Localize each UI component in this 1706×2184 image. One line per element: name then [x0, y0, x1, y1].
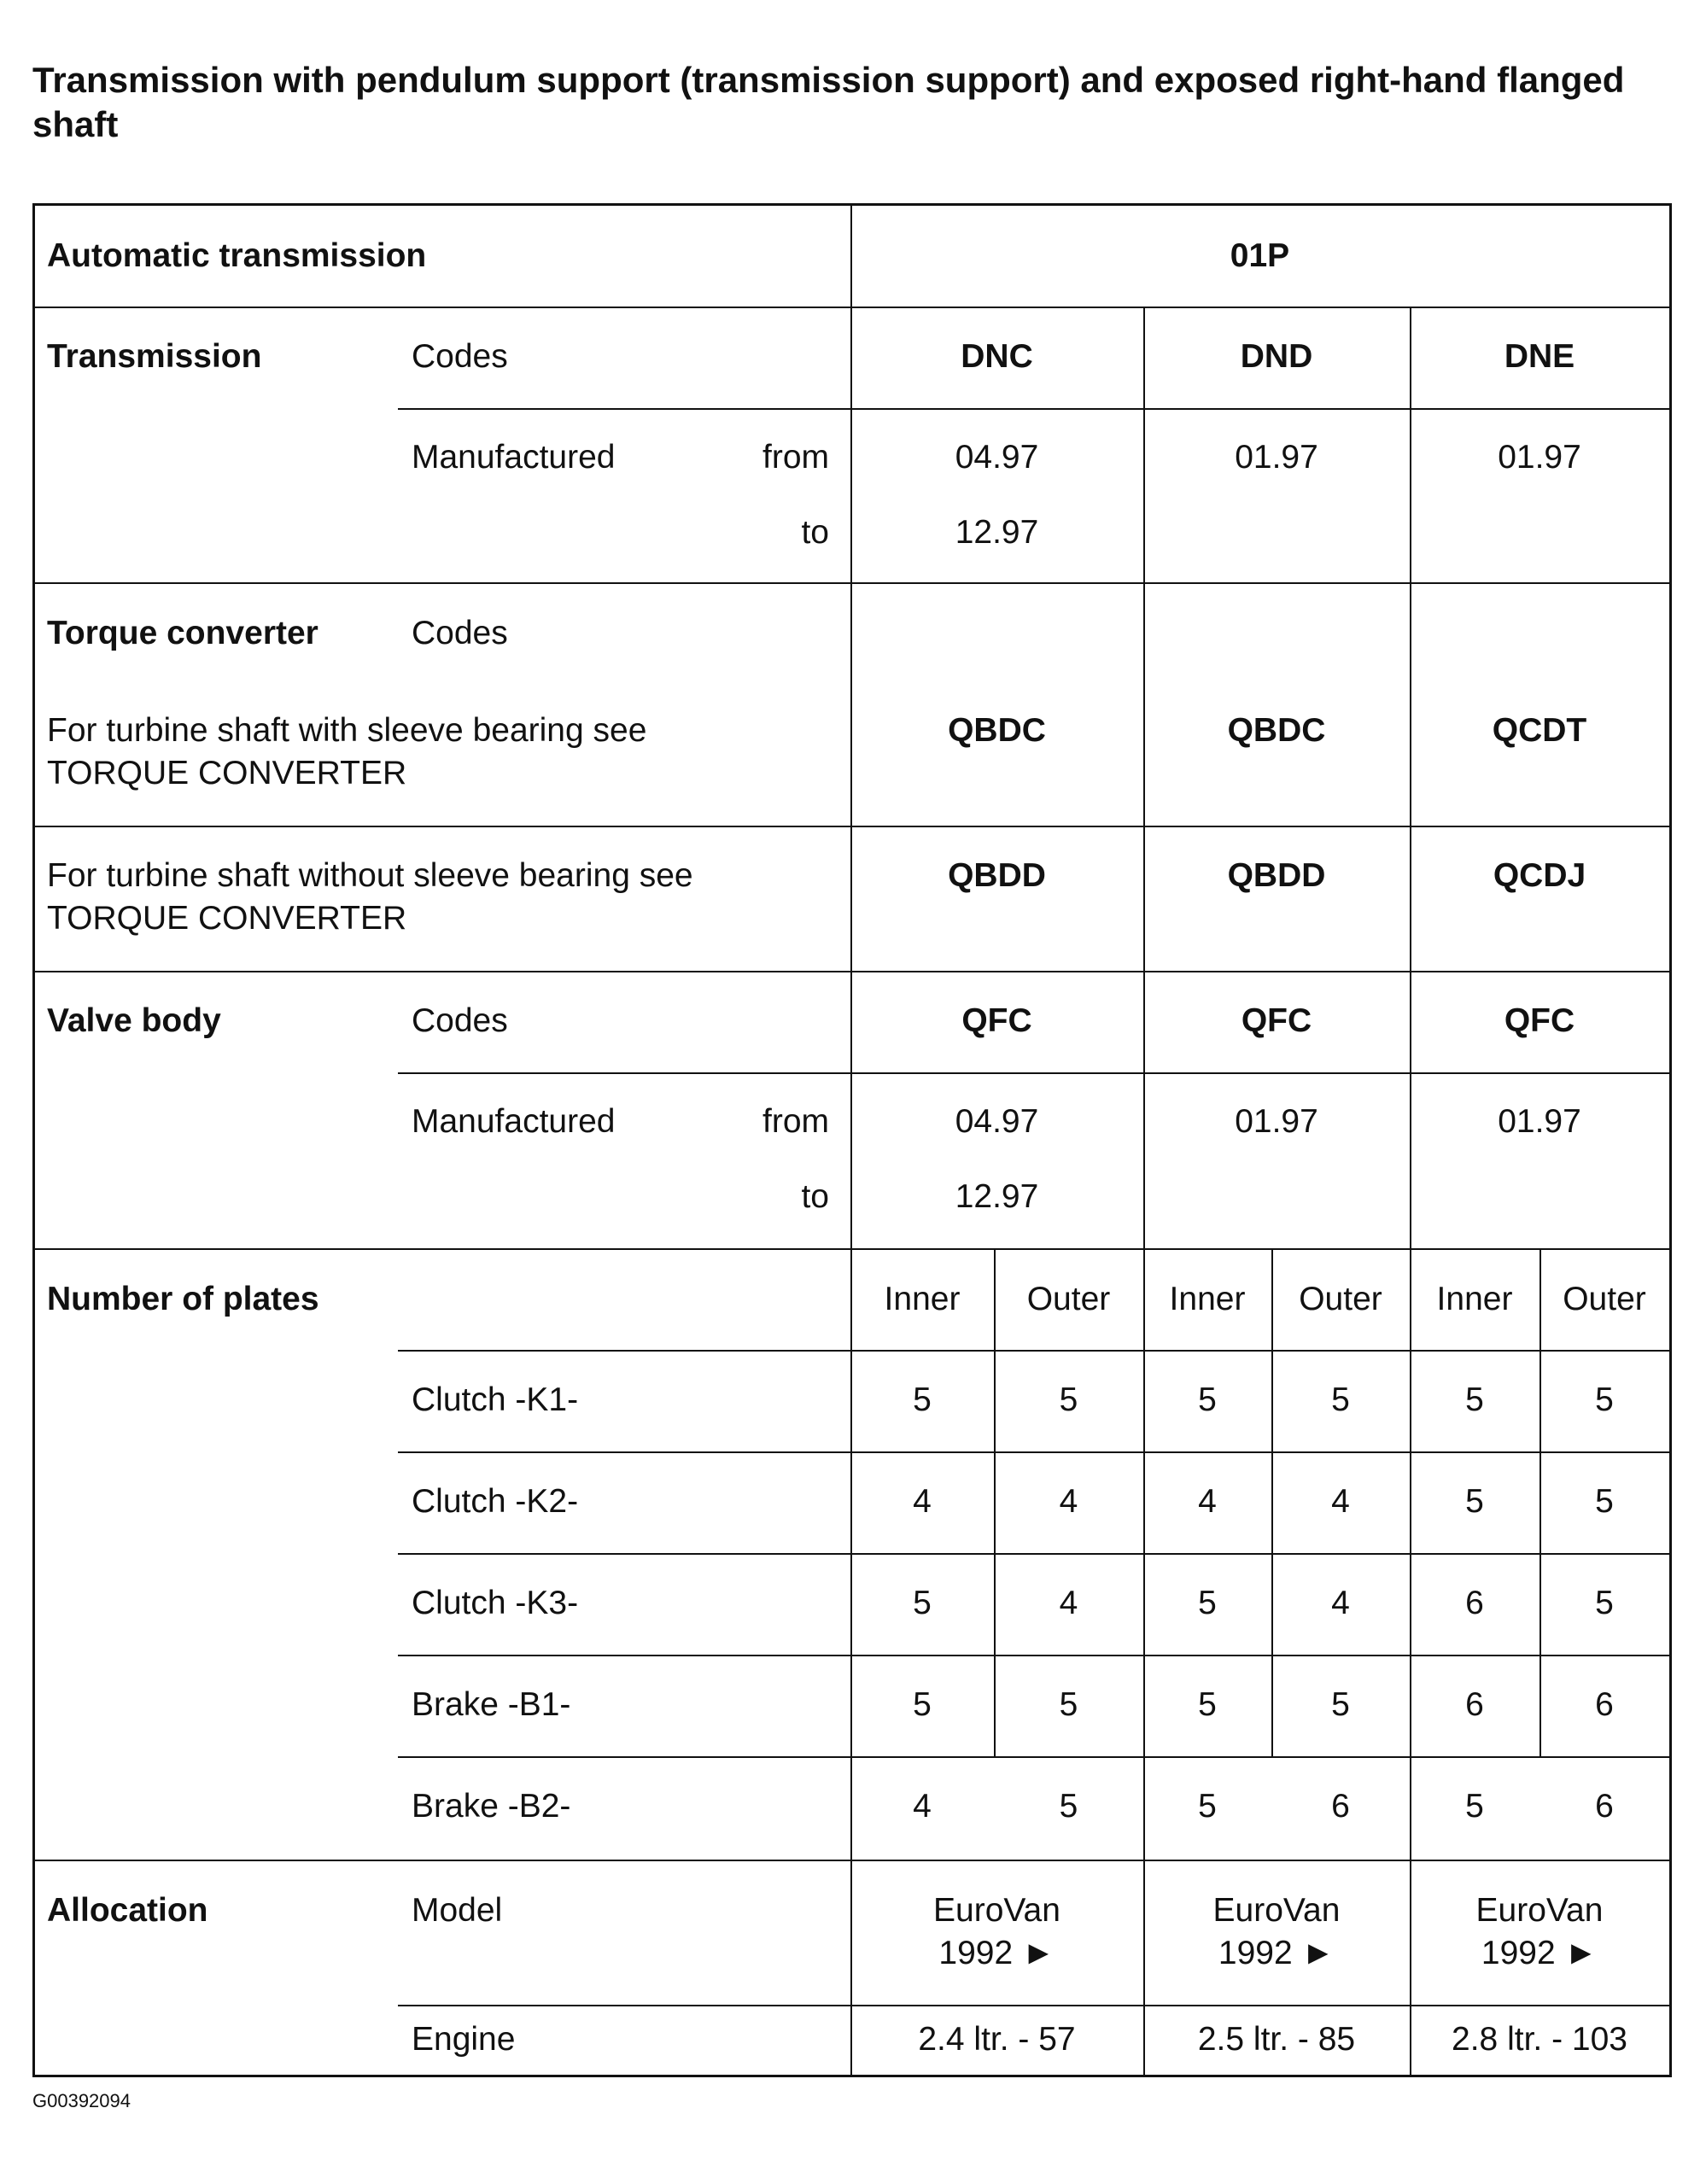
plate-count-cell: 5 [1595, 1585, 1614, 1621]
transmission-type-value: 01P [1230, 237, 1290, 274]
plate-count-cell: 5 [1331, 1381, 1350, 1418]
without-sleeve-note-line1: For turbine shaft without sleeve bearing see [47, 857, 693, 894]
model-year: 1992 ► [1481, 1935, 1598, 1971]
with-sleeve-code: QBDC [1227, 712, 1326, 749]
without-sleeve-code: QCDJ [1493, 857, 1586, 894]
plate-count-cell: 6 [1595, 1686, 1614, 1723]
row-divider [398, 2005, 1669, 2006]
row-divider [398, 1655, 1669, 1656]
row-divider [398, 1072, 1669, 1074]
plate-count-cell: 5 [1595, 1483, 1614, 1520]
row-divider [35, 971, 1669, 972]
plate-count-cell: 5 [913, 1686, 932, 1723]
plate-count-cell: 5 [913, 1585, 932, 1621]
plate-count-cell: 4 [1331, 1585, 1350, 1621]
without-sleeve-note-line2: TORQUE CONVERTER [47, 900, 407, 937]
valve-body-manufactured-label: Manufactured [412, 1103, 616, 1140]
without-sleeve-code: QBDD [948, 857, 1046, 894]
plate-count-cell: 4 [1198, 1483, 1217, 1520]
engine-value: 2.5 ltr. - 85 [1197, 2021, 1356, 2058]
transmission-code: DND [1240, 338, 1313, 375]
plate-count-cell: 5 [1465, 1381, 1484, 1418]
plate-count-cell: 4 [1331, 1483, 1350, 1520]
valve-body-to-label: to [801, 1178, 829, 1215]
model-year: 1992 ► [1218, 1935, 1335, 1971]
valve-body-code: QFC [1504, 1002, 1575, 1039]
plate-count-cell: 5 [1059, 1381, 1078, 1418]
valve-body-from-date: 01.97 [1235, 1103, 1318, 1140]
inner-column-header: Inner [1436, 1281, 1513, 1317]
plate-count-cell: 5 [913, 1381, 932, 1418]
transmission-from-label: from [762, 439, 829, 476]
transmission-from-date: 04.97 [955, 439, 1039, 476]
inner-column-header: Inner [1169, 1281, 1246, 1317]
row-divider [398, 1350, 1669, 1352]
transmission-to-date: 12.97 [955, 514, 1039, 551]
specification-table [32, 203, 1672, 2077]
transmission-to-label: to [801, 514, 829, 551]
valve-body-codes-label: Codes [412, 1002, 508, 1039]
plate-count-cell: 5 [1198, 1686, 1217, 1723]
row-divider [398, 1756, 1669, 1758]
row-divider [398, 1553, 1669, 1555]
plate-count-cell: 4 [1059, 1585, 1078, 1621]
model-name: EuroVan [933, 1892, 1060, 1929]
plate-count-cell: 4 [913, 1483, 932, 1520]
row-divider [35, 826, 1669, 827]
model-year: 1992 ► [938, 1935, 1055, 1971]
engine-label: Engine [412, 2021, 516, 2058]
inner-column-header: Inner [884, 1281, 961, 1317]
allocation-label: Allocation [47, 1892, 208, 1929]
number-of-plates-label: Number of plates [47, 1281, 319, 1317]
model-label: Model [412, 1892, 503, 1929]
plate-count-cell: 5 [1465, 1788, 1484, 1825]
transmission-label: Transmission [47, 338, 262, 375]
plate-count-cell: 5 [1595, 1381, 1614, 1418]
with-sleeve-code: QBDC [948, 712, 1046, 749]
plate-count-cell: 5 [1198, 1381, 1217, 1418]
outer-column-header: Outer [1026, 1281, 1111, 1317]
plate-row-name: Brake -B1- [412, 1686, 571, 1723]
without-sleeve-code: QBDD [1227, 857, 1326, 894]
valve-body-from-date: 04.97 [955, 1103, 1039, 1140]
row-divider [398, 1451, 1669, 1453]
plate-row-name: Clutch -K1- [412, 1381, 579, 1418]
valve-body-from-date: 01.97 [1498, 1103, 1581, 1140]
transmission-codes-label: Codes [412, 338, 508, 375]
valve-body-from-label: from [762, 1103, 829, 1140]
valve-body-code: QFC [961, 1002, 1032, 1039]
engine-value: 2.8 ltr. - 103 [1452, 2021, 1627, 2058]
plate-count-cell: 5 [1059, 1788, 1078, 1825]
plate-count-cell: 5 [1198, 1788, 1217, 1825]
torque-converter-codes-label: Codes [412, 615, 508, 651]
figure-code: G00392094 [32, 2090, 131, 2111]
valve-body-to-date: 12.97 [955, 1178, 1039, 1215]
transmission-from-date: 01.97 [1498, 439, 1581, 476]
with-sleeve-note-line2: TORQUE CONVERTER [47, 755, 407, 791]
row-divider [35, 1860, 1669, 1861]
transmission-code: DNC [961, 338, 1033, 375]
valve-body-label: Valve body [47, 1002, 221, 1039]
plate-count-cell: 4 [913, 1788, 932, 1825]
plate-count-cell: 6 [1331, 1788, 1350, 1825]
transmission-code: DNE [1504, 338, 1575, 375]
plate-count-cell: 5 [1198, 1585, 1217, 1621]
model-name: EuroVan [1212, 1892, 1341, 1929]
plate-row-name: Clutch -K2- [412, 1483, 579, 1520]
plate-row-name: Brake -B2- [412, 1788, 571, 1825]
plate-count-cell: 6 [1465, 1585, 1484, 1621]
torque-converter-label: Torque converter [47, 615, 318, 651]
plate-row-name: Clutch -K3- [412, 1585, 579, 1621]
with-sleeve-note-line1: For turbine shaft with sleeve bearing see [47, 712, 647, 749]
plate-count-cell: 5 [1059, 1686, 1078, 1723]
page-title: Transmission with pendulum support (transmission support) and exposed right-hand flanged shaft [32, 60, 1625, 144]
with-sleeve-code: QCDT [1492, 712, 1587, 749]
valve-body-code: QFC [1241, 1002, 1312, 1039]
outer-column-header: Outer [1563, 1281, 1646, 1317]
row-divider [35, 307, 1669, 308]
plate-count-cell: 6 [1595, 1788, 1614, 1825]
model-name: EuroVan [1475, 1892, 1604, 1929]
plate-count-cell: 6 [1465, 1686, 1484, 1723]
plate-count-cell: 4 [1059, 1483, 1078, 1520]
engine-value: 2.4 ltr. - 57 [918, 2021, 1076, 2058]
row-divider [35, 1248, 1669, 1250]
plate-count-cell: 5 [1331, 1686, 1350, 1723]
transmission-from-date: 01.97 [1235, 439, 1318, 476]
row-divider [398, 408, 1669, 410]
outer-column-header: Outer [1299, 1281, 1382, 1317]
row-divider [35, 582, 1669, 584]
plate-count-cell: 5 [1465, 1483, 1484, 1520]
transmission-manufactured-label: Manufactured [412, 439, 616, 476]
automatic-transmission-label: Automatic transmission [47, 237, 427, 274]
